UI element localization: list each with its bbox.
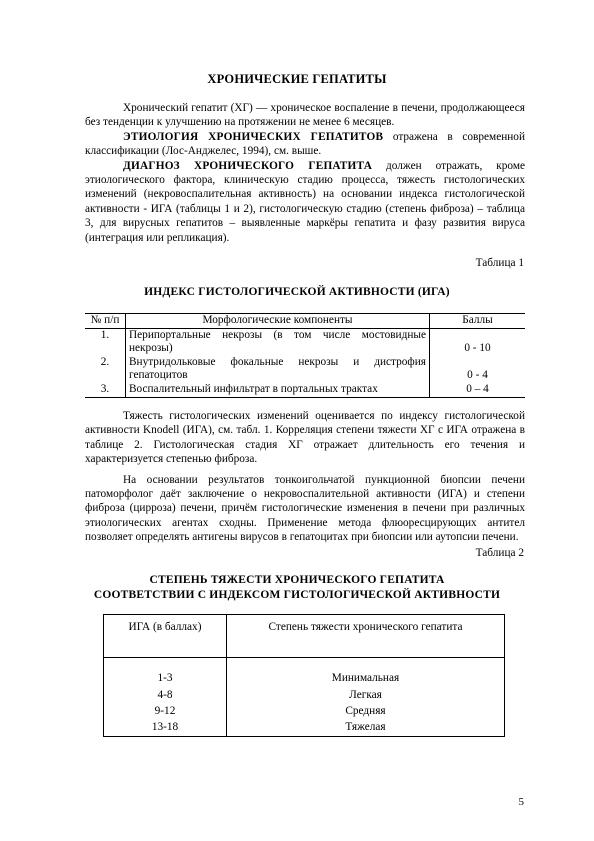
table2-label: Таблица 2 [475, 547, 524, 559]
etiology-text: отражена в современной классификации (Лос-Анджелес, 1994), см. выше. [85, 130, 525, 158]
intro-paragraph: Хронический гепатит (ХГ) — хроническое воспаление в печени, продолжающееся без тенденции к улучшению на протяжении не менее 6 месяцев. [85, 102, 525, 129]
diagnosis-heading: ДИАГНОЗ ХРОНИЧЕСКОГО ГЕПАТИТА [123, 159, 373, 172]
row-score: 0 - 10 [464, 342, 491, 355]
table-row [85, 356, 525, 383]
column-header: № п/п [85, 314, 126, 329]
page-number: 5 [518, 796, 524, 808]
diagnosis-paragraph [85, 159, 525, 245]
severity-table [103, 614, 505, 737]
row-component: Перипортальные некрозы (в том числе мостовидные некрозы) [126, 328, 430, 356]
iga-range: 1-3 [104, 670, 227, 686]
row-component: Воспалительный инфильтрат в портальных трактах [126, 383, 430, 397]
iga-range: 4-8 [104, 686, 227, 702]
table2-caption-line1: СТЕПЕНЬ ТЯЖЕСТИ ХРОНИЧЕСКОГО ГЕПАТИТА [149, 574, 445, 586]
severity-grade: Тяжелая [345, 721, 386, 734]
severity-section [85, 409, 525, 545]
etiology-heading: ЭТИОЛОГИЯ ХРОНИЧЕСКИХ ГЕПАТИТОВ [123, 130, 384, 143]
severity-paragraph: Тяжесть гистологических изменений оценивается по индексу гистологической активности Knodell (ИГА), см. табл. 1. Корреляция степени тяжести ХГ с ИГА отражена в таблице 2. Гистологическая стадия ХГ отражает длительность его течения и характеризуется степенью фиброза. [85, 410, 525, 466]
table-row [104, 670, 505, 686]
table-row [104, 686, 505, 702]
page-title: ХРОНИЧЕСКИЕ ГЕПАТИТЫ [207, 72, 387, 86]
column-header: Морфологические компоненты [126, 314, 430, 329]
iga-range: 13-18 [104, 719, 227, 736]
column-header: Баллы [430, 314, 526, 329]
row-component: Внутридольковые фокальные некрозы и дистрофия гепатоцитов [126, 356, 430, 383]
column-header: ИГА (в баллах) [104, 615, 227, 658]
biopsy-paragraph: На основании результатов тонкоигольчатой пункционной биопсии печени патоморфолог даёт заключение о некровоспалительной активности (ИГА) и степени фиброза (цирроза) печени, причём гистологические изменения в печени при различных этиологических агентах сходны. Применение метода флюоресцирующих антител позволяет определять антигены вирусов в гепатоцитах при биопсии или аутопсии печени. [85, 473, 525, 544]
histological-activity-table [85, 313, 525, 398]
diagnosis-text: должен отражать, кроме этиологического фактора, клиническую стадию процесса, тяжесть гистологических изменений (некровоспалительная активность) на основании индекса гистологической активности - ИГА (таблицы 1 и 2), гистологическую стадию (степень фиброза) – таблица 3, для вирусных гепатитов – выявленные маркёры гепатита и фазу развития вируса (интеграция или репликация). [85, 159, 526, 244]
severity-grade: Средняя [345, 704, 386, 717]
etiology-paragraph [85, 130, 525, 159]
table-header-row [85, 314, 525, 329]
table-row [104, 703, 505, 719]
table1-caption: ИНДЕКС ГИСТОЛОГИЧЕСКОЙ АКТИВНОСТИ (ИГА) [144, 286, 450, 298]
table-row [104, 719, 505, 736]
severity-grade: Минимальная [331, 672, 400, 685]
table2-caption-line2: СООТВЕТСТВИИ С ИНДЕКСОМ ГИСТОЛОГИЧЕСКОЙ АКТИВНОСТИ [93, 589, 501, 601]
iga-range: 9-12 [104, 703, 227, 719]
row-score: 0 - 4 [467, 369, 488, 382]
row-score: 0 – 4 [430, 383, 526, 397]
column-header: Степень тяжести хронического гепатита [227, 615, 505, 658]
table1-label: Таблица 1 [475, 257, 524, 269]
row-number: 3. [85, 383, 126, 397]
table-row [85, 383, 525, 397]
row-number: 1. [85, 328, 126, 356]
table-header-row [104, 615, 505, 658]
row-number: 2. [85, 356, 126, 383]
severity-grade: Легкая [349, 688, 382, 701]
intro-section [85, 101, 525, 245]
table-row [85, 328, 525, 356]
